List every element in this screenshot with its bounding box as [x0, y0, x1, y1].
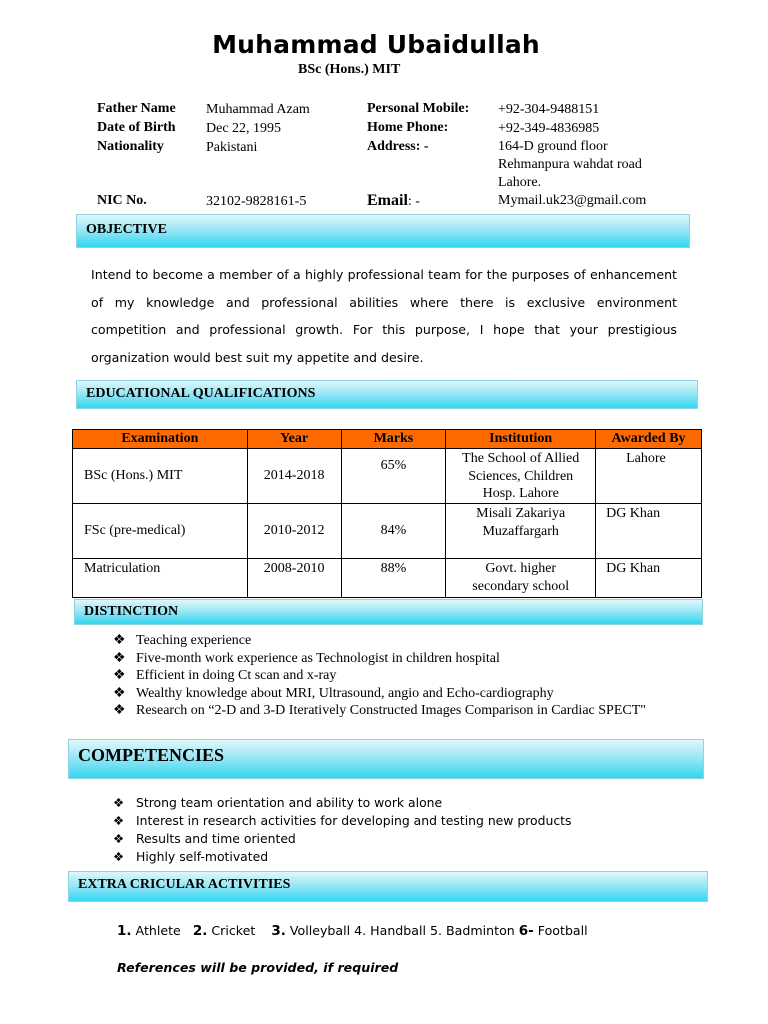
candidate-degree: BSc (Hons.) MIT [298, 62, 401, 77]
objective-line: Intend to become a member of a highly professional team for the purposes of enhancement [91, 267, 677, 282]
address-line: Lahore. [498, 175, 542, 190]
list-item: ❖ Highly self-motivated [113, 849, 269, 864]
address-label: Address: - [367, 139, 429, 154]
column-header-awarded-by: Awarded By [596, 430, 702, 449]
column-header-year: Year [247, 430, 341, 449]
education-heading-bar [76, 380, 698, 409]
objective-heading: OBJECTIVE [86, 222, 167, 237]
list-item: ❖ Five-month work experience as Technologist in children hospital [113, 650, 500, 666]
education-table [72, 429, 702, 598]
column-header-institution: Institution [446, 430, 596, 449]
address-value [498, 138, 642, 192]
diamond-bullet-icon: ❖ [113, 685, 126, 701]
candidate-name: Muhammad Ubaidullah [212, 30, 540, 59]
extra-activities-heading-bar [68, 871, 708, 902]
institution-line: Sciences, Children [468, 468, 574, 484]
cell-awarded-by: DG Khan [596, 559, 702, 598]
cell-institution [446, 559, 596, 598]
institution-line: secondary school [472, 578, 570, 594]
institution-line: Muzaffargarh [482, 523, 559, 539]
institution-line: Hosp. Lahore [482, 486, 559, 501]
activity-item: Football [537, 923, 588, 938]
cell-marks: 84% [341, 504, 446, 559]
column-header-examination: Examination [73, 430, 248, 449]
home-phone-value: +92-349-4836985 [498, 121, 600, 136]
activity-number: 6- [518, 923, 534, 939]
email-value: Mymail.uk23@gmail.com [498, 193, 647, 208]
objective-text [91, 261, 677, 371]
distinction-heading: DISTINCTION [84, 604, 179, 619]
list-item: ❖ Wealthy knowledge about MRI, Ultrasound, angio and Echo-cardiography [113, 685, 554, 701]
email-label: Email: - [367, 192, 420, 209]
cell-marks: 88% [341, 559, 446, 598]
father-name-value: Muhammad Azam [206, 102, 310, 117]
diamond-bullet-icon: ❖ [113, 650, 126, 666]
cell-year: 2014-2018 [247, 449, 341, 504]
objective-line: organization would best suit my appetite and desire. [91, 349, 424, 365]
cell-institution [446, 504, 596, 559]
education-heading: EDUCATIONAL QUALIFICATIONS [86, 386, 316, 401]
institution-line: The School of Allied [462, 451, 580, 466]
distinction-heading-bar [74, 599, 703, 625]
objective-line: of my knowledge and professional abilities where there is exclusive environment [91, 294, 677, 310]
cell-exam: FSc (pre-medical) [73, 504, 248, 559]
objective-heading-bar [76, 214, 690, 248]
list-item: ❖ Research on “2-D and 3-D Iteratively Constructed Images Comparison in Cardiac SPECT" [113, 703, 646, 718]
mobile-label: Personal Mobile: [367, 101, 470, 116]
competencies-heading-bar [68, 739, 704, 779]
activities-line [117, 923, 588, 939]
table-row [73, 449, 702, 504]
cell-exam: Matriculation [73, 559, 248, 598]
table-header-row [73, 430, 702, 449]
list-item: ❖ Teaching experience [113, 633, 252, 648]
column-header-marks: Marks [341, 430, 446, 449]
institution-line: Misali Zakariya [476, 506, 566, 521]
cell-year: 2008-2010 [247, 559, 341, 598]
nic-value: 32102-9828161-5 [206, 194, 307, 209]
activity-item: Volleyball 4. Handball 5. Badminton [289, 923, 515, 938]
diamond-bullet-icon: ❖ [113, 831, 125, 846]
cell-institution [446, 449, 596, 504]
home-phone-label: Home Phone: [367, 120, 449, 135]
list-item: ❖ Strong team orientation and ability to work alone [113, 795, 443, 810]
activity-number: 1. [117, 923, 132, 939]
diamond-bullet-icon: ❖ [113, 813, 125, 828]
competencies-list [113, 794, 571, 866]
father-name-label: Father Name [97, 101, 176, 116]
address-line: 164-D ground floor [498, 139, 608, 154]
address-line: Rehmanpura wahdat road [498, 157, 642, 172]
cell-marks: 65% [341, 449, 446, 504]
list-item: ❖ Efficient in doing Ct scan and x-ray [113, 668, 337, 683]
dob-value: Dec 22, 1995 [206, 121, 282, 136]
diamond-bullet-icon: ❖ [113, 668, 126, 683]
institution-line: Govt. higher [485, 561, 557, 576]
activity-number: 2. [192, 923, 208, 939]
competencies-heading: COMPETENCIES [78, 745, 225, 765]
dob-label: Date of Birth [97, 120, 176, 135]
cell-year: 2010-2012 [247, 504, 341, 559]
diamond-bullet-icon: ❖ [113, 633, 126, 648]
activity-item: Athlete [135, 923, 181, 938]
nic-label: NIC No. [97, 193, 147, 208]
activity-number: 3. [271, 923, 286, 939]
extra-activities-heading: EXTRA CRICULAR ACTIVITIES [78, 877, 291, 892]
table-row [73, 504, 702, 559]
objective-line: competition and professional growth. For this purpose, I hope that your prestigious [91, 322, 677, 337]
activity-item: Cricket [211, 923, 256, 938]
cell-awarded-by: DG Khan [596, 504, 702, 559]
mobile-value: +92-304-9488151 [498, 102, 600, 117]
nationality-label: Nationality [97, 139, 164, 154]
distinction-list [113, 632, 646, 720]
nationality-value: Pakistani [206, 140, 258, 155]
email-label-suffix: : - [407, 194, 420, 209]
diamond-bullet-icon: ❖ [113, 849, 125, 864]
diamond-bullet-icon: ❖ [113, 703, 126, 718]
list-item: ❖ Results and time oriented [113, 831, 296, 846]
list-item: ❖ Interest in research activities for developing and testing new products [113, 813, 572, 828]
table-row [73, 559, 702, 598]
diamond-bullet-icon: ❖ [113, 795, 125, 810]
cell-awarded-by: Lahore [596, 449, 702, 504]
cell-exam: BSc (Hons.) MIT [73, 449, 248, 504]
references-note: References will be provided, if required [117, 960, 399, 975]
